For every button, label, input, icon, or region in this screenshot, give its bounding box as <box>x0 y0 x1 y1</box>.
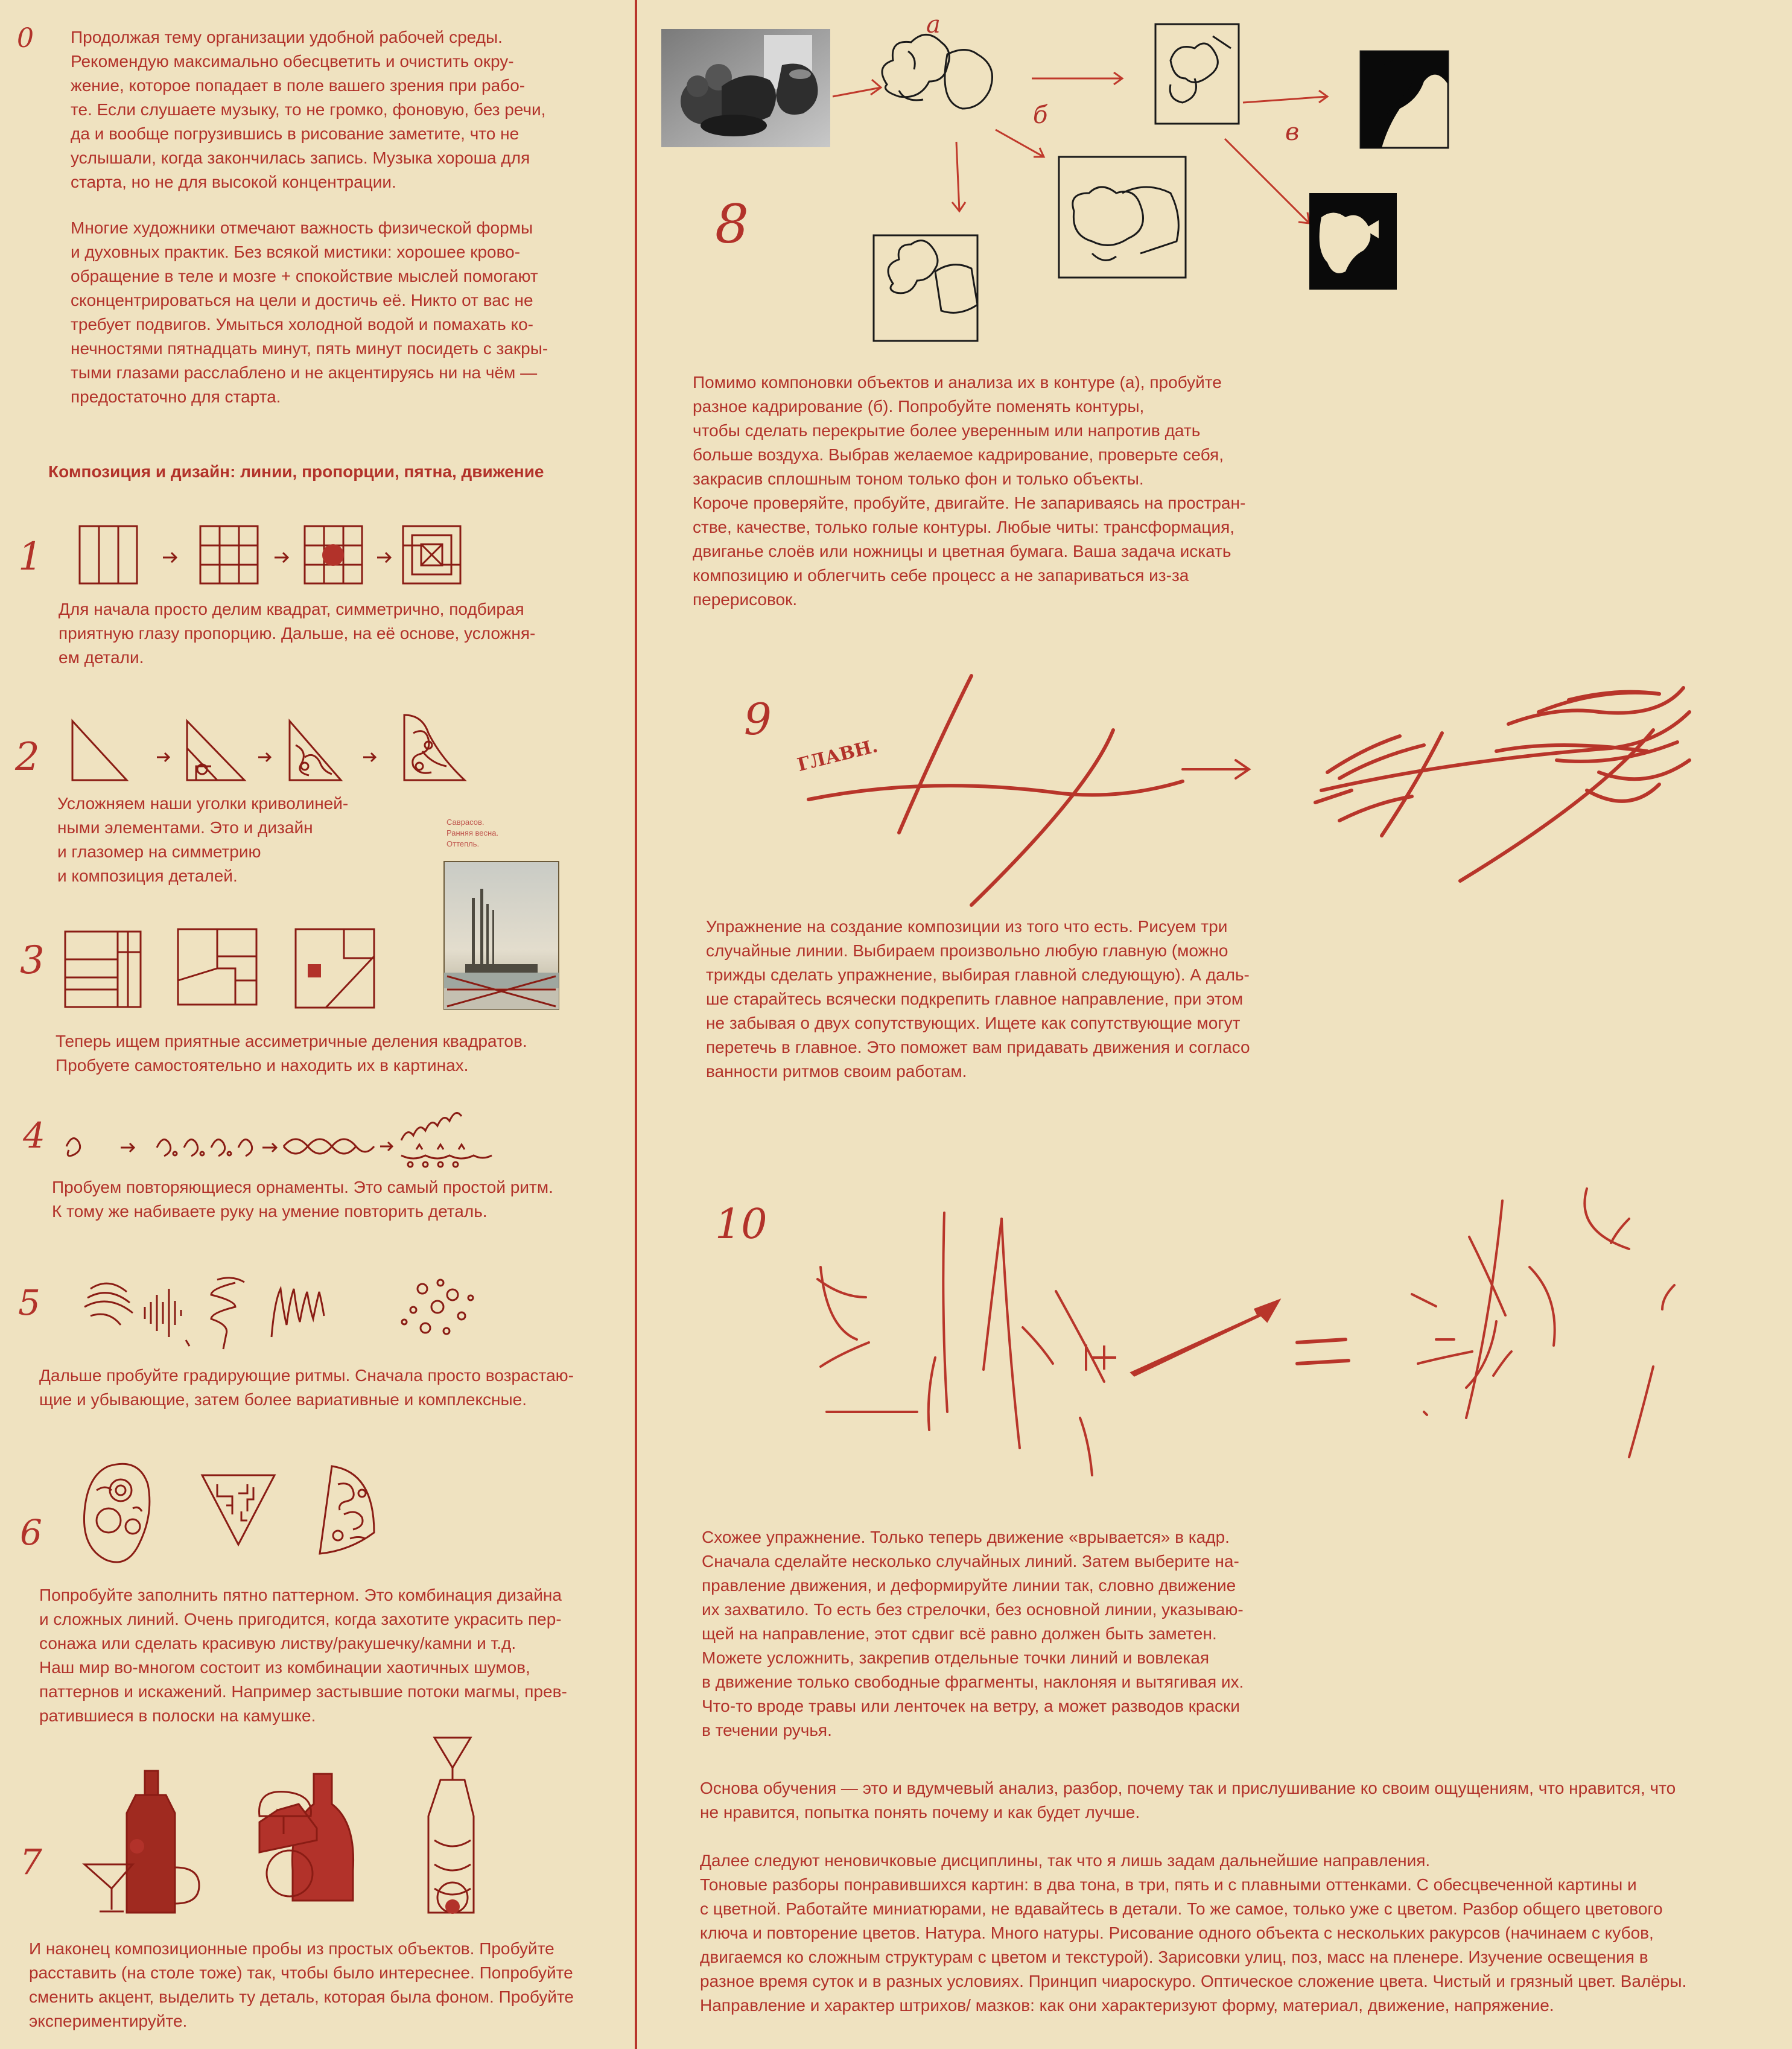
exercise-8-label-a: а <box>926 11 941 39</box>
exercise-9-main-label: ГЛАВН. <box>795 735 880 776</box>
exercise-5-gradated-rhythms <box>78 1265 513 1355</box>
exercise-8-label-b: б <box>1033 101 1048 129</box>
exercise-10-random-lines-with-motion <box>742 1164 1708 1478</box>
exercise-4-ornaments <box>54 1110 501 1177</box>
exercise-10-number: 10 <box>715 1201 767 1248</box>
intro-number: 0 <box>17 23 34 54</box>
exercise-9-number: 9 <box>744 694 772 745</box>
exercise-5-text: Дальше пробуйте градирующие ритмы. Сначала просто возрастаю- щие и убывающие, затем более вариативные и комплексные. <box>39 1366 574 1409</box>
painting-caption: Саврасов. Ранняя весна. Оттепль. <box>446 818 499 848</box>
exercise-7-number: 7 <box>20 1841 42 1882</box>
section-heading: Композиция и дизайн: линии, пропорции, пятна, движение <box>48 462 544 481</box>
exercise-7-object-compositions <box>78 1732 537 1931</box>
painting-thumbnail <box>444 862 559 1009</box>
exercise-8-label-v: в <box>1285 118 1300 146</box>
exercise-8-still-life-photo <box>661 29 830 147</box>
exercise-1-number: 1 <box>18 535 43 579</box>
outro-paragraph-2: Далее следуют неновичковые дисциплины, так что я лишь задам дальнейшие направления. Тоновые разборы понравившихся картин: в два тона, в три, пять и с плавными оттенками. С обесцвеченной картины и с цветной. Работайте миниатюрами, не вдавайтесь в детали. То же самое, только уже с цветом. Разбор общего цветового ключа и повторение цветов. Натура. Много натуры. Рисование одного объекта с нескольких ракурсов (начинаем с кубов, двигаемся ко сложным структурам с цветом и текстурой). Зарисовки улиц, поз, масс на пленере. Изучение освещения в разное время суток и в разных условиях. Принцип чиароскуро. Оптическое сложение цвета. Чистый и грязный цвет. Валёры. Направление и характер штрихов/ мазков: как они характеризуют форму, материал, движение, напряжение. <box>700 1851 1687 2015</box>
exercise-5-number: 5 <box>18 1282 40 1323</box>
exercise-6-text: Попробуйте заполнить пятно паттерном. Это комбинация дизайна и сложных линий. Очень пригодится, когда захотите украсить пер- сонажа или сделать красивую листву/ракушечку/камни и т.д. Наш мир во-многом состоит из комбинации хаотичных шумов, паттернов и искажений. Например застывшие потоки магмы, прев- ратившиеся в полоски на камушке. <box>39 1586 567 1725</box>
exercise-10-text: Схожее упражнение. Только теперь движение «врывается» в кадр. Сначала сделайте несколько случайных линий. Затем выберите на- правление движения, и деформируйте линии так, словно движение их захватило. То есть без стрелочки, без основной линии, указываю- щей на направление, этот сдвиг всё равно должен быть заметен. Можете усложнить, закрепив отдельные точки линий и вовлекая в движение только свободные фрагменты, наклоняя и вытягивая их. Что-то вроде травы или ленточек на ветру, а может разводов краски в течении ручья. <box>702 1528 1244 1739</box>
exercise-3-number: 3 <box>20 938 45 983</box>
exercise-3-asymmetric-squares <box>60 923 386 1008</box>
exercise-2-text: Усложняем наши уголки криволиней- ными элементами. Это и дизайн и глазомер на симметрию и композиция деталей. <box>57 794 349 885</box>
column-divider <box>635 0 637 2049</box>
exercise-2-number: 2 <box>15 735 40 780</box>
intro-paragraph-2: Многие художники отмечают важность физической формы и духовных практик. Без всякой мистики: хорошее крово- обращение в теле и мозге + спокойствие мыслей помогают сконцентрироваться на цели и достичь её. Никто от вас не требует подвигов. Умыться холодной водой и помахать ко- нечностями пятнадцать минут, пять минут посидеть с закры- тыми глазами расслаблено и не акцентируясь ни на чём — предостаточно для старта. <box>71 218 548 406</box>
exercise-9-text: Упражнение на создание композиции из того что есть. Рисуем три случайные линии. Выбираем произвольно любую главную (можно трижды сделать упражнение, выбирая главной следующую). А даль- ше старайтесь всячески подкрепить главное направление, при этом не забывая о двух сопутствующих. Ищете как сопутствующие могут перетечь в главное. Это поможет вам придавать движения и согласо ванности ритмов своим работам. <box>706 917 1250 1081</box>
outro-paragraph-1: Основа обучения — это и вдумчевый анализ, разбор, почему так и прислушивание ко своим ощущениям, что нравится, что не нравится, попытка понять почему и как будет лучше. <box>700 1779 1676 1822</box>
exercise-1-square-divisions <box>72 519 471 591</box>
exercise-8-composition-sketches <box>833 12 1460 350</box>
intro-paragraph-1: Продолжая тему организации удобной рабочей среды. Рекомендую максимально обесцветить и очистить окру- жение, которое попадает в поле вашего зрения при рабо- те. Если слушаете музыку, то не громко, фоновую, без речи, да и вообще погрузившись в рисование заметите, что не услышали, когда закончилась запись. Музыка хороша для старта, но не для высокой концентрации. <box>71 28 546 191</box>
exercise-6-pattern-blobs <box>72 1454 434 1575</box>
exercise-8-number: 8 <box>715 193 749 255</box>
exercise-1-text: Для начала просто делим квадрат, симметрично, подбирая приятную глазу пропорцию. Дальше, на её основе, усложня- ем детали. <box>59 600 536 667</box>
exercise-4-number: 4 <box>23 1115 45 1156</box>
exercise-6-number: 6 <box>20 1512 42 1553</box>
exercise-2-ornamental-corners <box>66 709 477 787</box>
exercise-7-text: И наконец композиционные пробы из простых объектов. Пробуйте расставить (на столе тоже) так, чтобы было интереснее. Попробуйте сменить акцент, выделить ту деталь, которая была фоном. Пробуйте экспериментируйте. <box>29 1939 574 2030</box>
exercise-8-text: Помимо компоновки объектов и анализа их в контуре (а), пробуйте разное кадрирование (б). Попробуйте поменять контуры, чтобы сделать перекрытие более уверенным или напротив дать больше воздуха. Выбрав желаемое кадрирование, проверьте себя, закрасив сплошным тоном только фон и только объекты. Короче проверяйте, пробуйте, двигайте. Не запариваясь на простран- стве, качестве, только голые контуры. Любые читы: трансформация, двиганье слоёв или ножницы и цветная бумага. Ваша задача искать композицию и облегчить себе процесс а не запариваться из-за перерисовок. <box>693 373 1246 609</box>
exercise-3-text: Теперь ищем приятные ассиметричные деления квадратов. Пробуете самостоятельно и находить их в картинах. <box>56 1032 527 1075</box>
exercise-9-three-lines <box>784 652 1726 881</box>
exercise-4-text: Пробуем повторяющиеся орнаменты. Это самый простой ритм. К тому же набиваете руку на умение повторить деталь. <box>52 1178 553 1221</box>
